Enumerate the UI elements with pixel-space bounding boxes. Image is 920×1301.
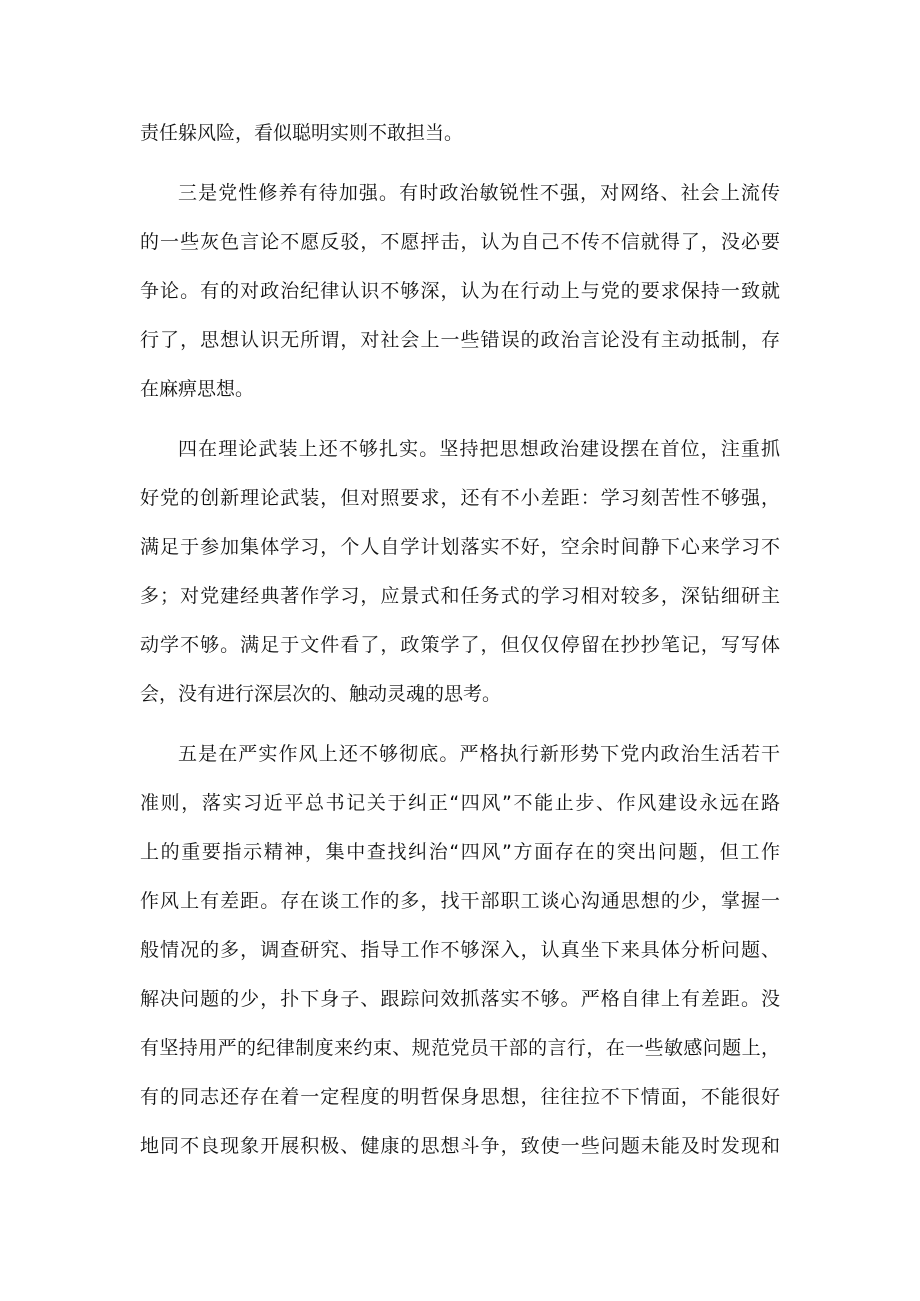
text-line: 好党的创新理论武装，但对照要求，还有不小差距：学习刻苦性不够强， [140,487,780,509]
text-line: 三是党性修养有待加强。有时政治敏锐性不强，对网络、社会上流传 [178,182,780,204]
text-line: 满足于参加集体学习，个人自学计划落实不好，空余时间静下心来学习不 [140,536,780,558]
text-line: 会，没有进行深层次的、触动灵魂的思考。 [140,683,502,705]
text-line: 般情况的多，调查研究、指导工作不够深入，认真坐下来具体分析问题、 [140,939,780,961]
text-line: 有的同志还存在着一定程度的明哲保身思想，往往拉不下情面，不能很好 [140,1086,780,1108]
text-line: 动学不够。满足于文件看了，政策学了，但仅仅停留在抄抄笔记，写写体 [140,634,780,656]
text-line: 在麻痹思想。 [140,378,255,400]
text-line: 的一些灰色言论不愿反驳，不愿抨击，认为自己不传不信就得了，没必要 [140,231,780,253]
text-line: 有坚持用严的纪律制度来约束、规范党员干部的言行，在一些敏感问题上， [140,1037,780,1059]
text-line: 地同不良现象开展积极、健康的思想斗争，致使一些问题未能及时发现和 [140,1135,780,1157]
text-line: 争论。有的对政治纪律认识不够深，认为在行动上与党的要求保持一致就 [140,280,780,302]
text-line: 多；对党建经典著作学习，应景式和任务式的学习相对较多，深钻细研主 [140,585,780,607]
text-line: 行了，思想认识无所谓，对社会上一些错误的政治言论没有主动抵制，存 [140,329,780,351]
text-line: 解决问题的少，扑下身子、跟踪问效抓落实不够。严格自律上有差距。没 [140,988,780,1010]
text-line: 四在理论武装上还不够扎实。坚持把思想政治建设摆在首位，注重抓 [178,438,780,460]
text-line: 上的重要指示精神，集中查找纠治“四风”方面存在的突出问题，但工作 [140,841,780,863]
text-line: 责任躲风险，看似聪明实则不敢担当。 [140,122,464,144]
text-line: 五是在严实作风上还不够彻底。严格执行新形势下党内政治生活若干 [178,743,780,765]
text-line: 准则，落实习近平总书记关于纠正“四风”不能止步、作风建设永远在路 [140,792,780,814]
text-line: 作风上有差距。存在谈工作的多，找干部职工谈心沟通思想的少，掌握一 [140,890,780,912]
